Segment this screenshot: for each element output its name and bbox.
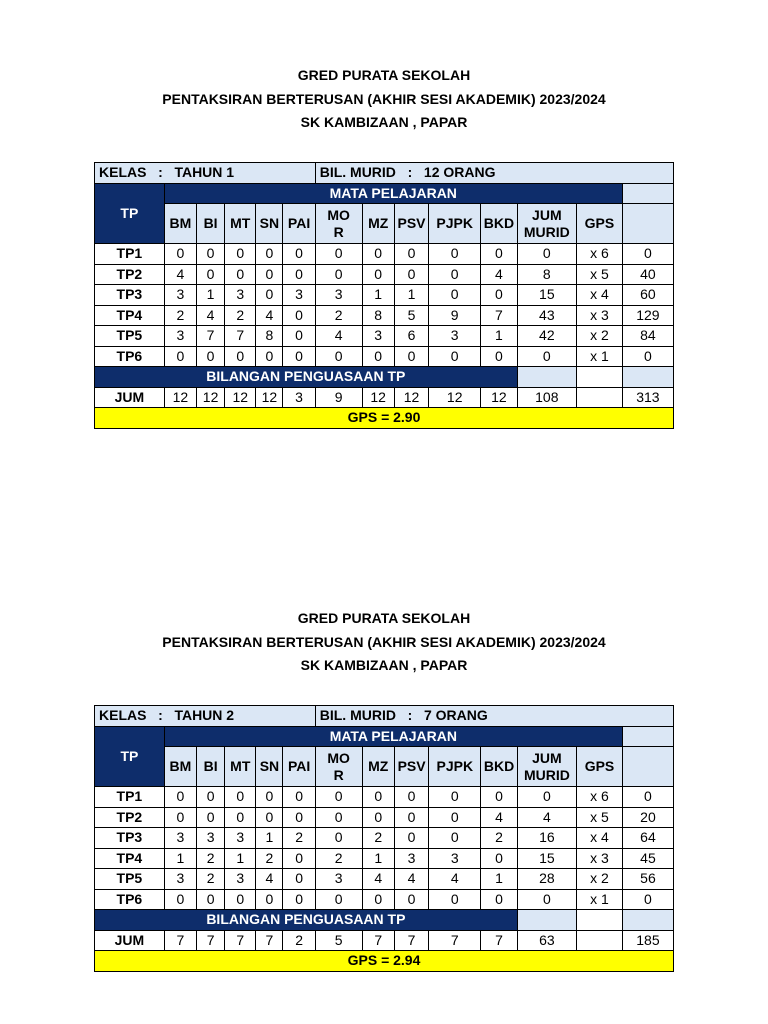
jum-value-cell: 7 bbox=[197, 930, 225, 951]
value-cell: 0 bbox=[362, 264, 394, 285]
value-cell: 0 bbox=[256, 244, 283, 265]
value-cell: 0 bbox=[315, 264, 362, 285]
jum-value-cell: 12 bbox=[197, 387, 225, 408]
tp-header: TP bbox=[95, 183, 165, 244]
value-cell: 0 bbox=[429, 244, 481, 265]
tp-label: TP1 bbox=[95, 244, 165, 265]
score-cell: 40 bbox=[622, 264, 673, 285]
value-cell: 0 bbox=[197, 346, 225, 367]
value-cell: 3 bbox=[429, 326, 481, 347]
jum-value-cell: 7 bbox=[164, 930, 196, 951]
subject-header: BI bbox=[197, 204, 225, 244]
jum-value-cell: 12 bbox=[362, 387, 394, 408]
jum-murid-cell: 43 bbox=[517, 305, 576, 326]
value-cell: 2 bbox=[256, 848, 283, 869]
tp-label: TP6 bbox=[95, 346, 165, 367]
blank-cell bbox=[577, 367, 623, 388]
score-cell: 45 bbox=[622, 848, 673, 869]
school-name: SK KAMBIZAAN , PAPAR bbox=[300, 114, 468, 130]
value-cell: 0 bbox=[362, 807, 394, 828]
multiplier-cell: x 6 bbox=[577, 244, 623, 265]
subject-header: BKD bbox=[481, 747, 517, 787]
gps-header: GPS bbox=[577, 747, 623, 787]
value-cell: 3 bbox=[225, 828, 256, 849]
value-cell: 0 bbox=[481, 346, 517, 367]
value-cell: 5 bbox=[394, 305, 428, 326]
value-cell: 0 bbox=[225, 787, 256, 808]
bil-murid-label: BIL. MURID : 12 ORANG bbox=[315, 163, 673, 184]
value-cell: 0 bbox=[429, 828, 481, 849]
value-cell: 2 bbox=[197, 869, 225, 890]
value-cell: 2 bbox=[225, 305, 256, 326]
multiplier-cell: x 5 bbox=[577, 264, 623, 285]
jum-label: JUM bbox=[95, 387, 165, 408]
value-cell: 0 bbox=[394, 264, 428, 285]
value-cell: 2 bbox=[164, 305, 196, 326]
subject-header: MO R bbox=[315, 204, 362, 244]
jum-value-cell: 7 bbox=[429, 930, 481, 951]
value-cell: 3 bbox=[394, 848, 428, 869]
value-cell: 0 bbox=[429, 889, 481, 910]
value-cell: 0 bbox=[315, 807, 362, 828]
jum-value-cell: 7 bbox=[362, 930, 394, 951]
score-cell: 0 bbox=[622, 346, 673, 367]
subject-header: PJPK bbox=[429, 204, 481, 244]
jum-score-cell: 185 bbox=[622, 930, 673, 951]
report-title: GRED PURATA SEKOLAH bbox=[297, 67, 471, 83]
multiplier-cell: x 4 bbox=[577, 828, 623, 849]
jum-murid-cell: 15 bbox=[517, 848, 576, 869]
value-cell: 1 bbox=[362, 285, 394, 306]
value-cell: 0 bbox=[197, 787, 225, 808]
value-cell: 0 bbox=[225, 244, 256, 265]
school-name: SK KAMBIZAAN , PAPAR bbox=[300, 657, 468, 673]
tp-label: TP4 bbox=[95, 848, 165, 869]
value-cell: 0 bbox=[315, 787, 362, 808]
jum-murid-cell: 0 bbox=[517, 244, 576, 265]
value-cell: 1 bbox=[225, 848, 256, 869]
multiplier-cell: x 1 bbox=[577, 889, 623, 910]
multiplier-cell: x 2 bbox=[577, 869, 623, 890]
jum-value-cell: 2 bbox=[283, 930, 315, 951]
jum-total-cell: 108 bbox=[517, 387, 576, 408]
jum-murid-cell: 0 bbox=[517, 889, 576, 910]
report-titles bbox=[0, 607, 768, 678]
score-cell: 56 bbox=[622, 869, 673, 890]
value-cell: 2 bbox=[197, 848, 225, 869]
value-cell: 3 bbox=[315, 285, 362, 306]
value-cell: 0 bbox=[164, 807, 196, 828]
value-cell: 2 bbox=[315, 848, 362, 869]
subject-header: BKD bbox=[481, 204, 517, 244]
value-cell: 3 bbox=[225, 869, 256, 890]
jum-murid-cell: 28 bbox=[517, 869, 576, 890]
blank-cell bbox=[577, 387, 623, 408]
value-cell: 0 bbox=[362, 346, 394, 367]
value-cell: 7 bbox=[225, 326, 256, 347]
value-cell: 0 bbox=[315, 889, 362, 910]
value-cell: 1 bbox=[256, 828, 283, 849]
bilangan-penguasaan-header: BILANGAN PENGUASAAN TP bbox=[95, 367, 518, 388]
value-cell: 4 bbox=[481, 264, 517, 285]
value-cell: 0 bbox=[394, 828, 428, 849]
report-subtitle: PENTAKSIRAN BERTERUSAN (AKHIR SESI AKADEMIK) 2023/2024 bbox=[162, 633, 606, 650]
jum-value-cell: 7 bbox=[225, 930, 256, 951]
value-cell: 0 bbox=[429, 787, 481, 808]
jum-value-cell: 12 bbox=[394, 387, 428, 408]
subject-header: BM bbox=[164, 747, 196, 787]
value-cell: 4 bbox=[197, 305, 225, 326]
value-cell: 0 bbox=[362, 787, 394, 808]
tp-label: TP5 bbox=[95, 869, 165, 890]
tp-label: TP2 bbox=[95, 264, 165, 285]
table-row bbox=[95, 346, 674, 367]
jum-murid-header: JUM MURID bbox=[517, 747, 576, 787]
score-cell: 60 bbox=[622, 285, 673, 306]
value-cell: 0 bbox=[256, 807, 283, 828]
value-cell: 0 bbox=[225, 264, 256, 285]
value-cell: 1 bbox=[164, 848, 196, 869]
value-cell: 3 bbox=[429, 848, 481, 869]
value-cell: 0 bbox=[256, 787, 283, 808]
jum-murid-cell: 0 bbox=[517, 787, 576, 808]
jum-value-cell: 3 bbox=[283, 387, 315, 408]
multiplier-cell: x 6 bbox=[577, 787, 623, 808]
value-cell: 3 bbox=[164, 285, 196, 306]
multiplier-cell: x 2 bbox=[577, 326, 623, 347]
jum-murid-cell: 42 bbox=[517, 326, 576, 347]
value-cell: 0 bbox=[225, 807, 256, 828]
blank-cell bbox=[622, 747, 673, 787]
value-cell: 4 bbox=[315, 326, 362, 347]
value-cell: 0 bbox=[481, 848, 517, 869]
value-cell: 0 bbox=[256, 264, 283, 285]
value-cell: 3 bbox=[362, 326, 394, 347]
subject-header: SN bbox=[256, 204, 283, 244]
jum-murid-header: JUM MURID bbox=[517, 204, 576, 244]
jum-value-cell: 9 bbox=[315, 387, 362, 408]
subject-header: PJPK bbox=[429, 747, 481, 787]
value-cell: 1 bbox=[394, 285, 428, 306]
value-cell: 0 bbox=[164, 244, 196, 265]
value-cell: 4 bbox=[362, 869, 394, 890]
value-cell: 0 bbox=[283, 326, 315, 347]
jum-value-cell: 12 bbox=[429, 387, 481, 408]
jum-value-cell: 12 bbox=[225, 387, 256, 408]
tp-label: TP6 bbox=[95, 889, 165, 910]
value-cell: 0 bbox=[256, 346, 283, 367]
mata-pelajaran-header: MATA PELAJARAN bbox=[164, 726, 622, 747]
value-cell: 1 bbox=[362, 848, 394, 869]
gps-table bbox=[94, 162, 674, 429]
gps-result: GPS = 2.94 bbox=[95, 951, 674, 972]
value-cell: 0 bbox=[164, 889, 196, 910]
subject-header: PAI bbox=[283, 204, 315, 244]
value-cell: 4 bbox=[429, 869, 481, 890]
table-row bbox=[95, 305, 674, 326]
score-cell: 0 bbox=[622, 244, 673, 265]
value-cell: 4 bbox=[256, 869, 283, 890]
tp-label: TP3 bbox=[95, 828, 165, 849]
value-cell: 3 bbox=[315, 869, 362, 890]
value-cell: 4 bbox=[256, 305, 283, 326]
table-row bbox=[95, 869, 674, 890]
report-titles bbox=[0, 64, 768, 135]
value-cell: 0 bbox=[394, 787, 428, 808]
subject-header: BI bbox=[197, 747, 225, 787]
score-cell: 20 bbox=[622, 807, 673, 828]
score-cell: 0 bbox=[622, 889, 673, 910]
score-cell: 0 bbox=[622, 787, 673, 808]
value-cell: 0 bbox=[481, 889, 517, 910]
tp-label: TP2 bbox=[95, 807, 165, 828]
value-cell: 0 bbox=[197, 807, 225, 828]
value-cell: 9 bbox=[429, 305, 481, 326]
value-cell: 0 bbox=[283, 848, 315, 869]
jum-murid-cell: 8 bbox=[517, 264, 576, 285]
jum-label: JUM bbox=[95, 930, 165, 951]
jum-score-cell: 313 bbox=[622, 387, 673, 408]
tp-label: TP5 bbox=[95, 326, 165, 347]
value-cell: 3 bbox=[197, 828, 225, 849]
jum-murid-cell: 15 bbox=[517, 285, 576, 306]
subject-header: PAI bbox=[283, 747, 315, 787]
value-cell: 0 bbox=[225, 346, 256, 367]
value-cell: 2 bbox=[481, 828, 517, 849]
blank-cell bbox=[577, 930, 623, 951]
mata-pelajaran-header: MATA PELAJARAN bbox=[164, 183, 622, 204]
value-cell: 4 bbox=[394, 869, 428, 890]
tp-label: TP4 bbox=[95, 305, 165, 326]
bil-murid-label: BIL. MURID : 7 ORANG bbox=[315, 706, 673, 727]
table-row bbox=[95, 787, 674, 808]
value-cell: 0 bbox=[394, 346, 428, 367]
table-row bbox=[95, 285, 674, 306]
table-row bbox=[95, 828, 674, 849]
value-cell: 0 bbox=[315, 244, 362, 265]
score-cell: 64 bbox=[622, 828, 673, 849]
gps-result: GPS = 2.90 bbox=[95, 408, 674, 429]
value-cell: 0 bbox=[197, 264, 225, 285]
value-cell: 0 bbox=[283, 244, 315, 265]
value-cell: 0 bbox=[283, 869, 315, 890]
value-cell: 0 bbox=[283, 889, 315, 910]
value-cell: 0 bbox=[429, 285, 481, 306]
value-cell: 2 bbox=[315, 305, 362, 326]
multiplier-cell: x 3 bbox=[577, 848, 623, 869]
value-cell: 0 bbox=[197, 244, 225, 265]
score-cell: 84 bbox=[622, 326, 673, 347]
value-cell: 0 bbox=[283, 264, 315, 285]
table-row bbox=[95, 326, 674, 347]
value-cell: 0 bbox=[481, 787, 517, 808]
subject-header: PSV bbox=[394, 204, 428, 244]
subject-header: PSV bbox=[394, 747, 428, 787]
subject-header: MT bbox=[225, 747, 256, 787]
subject-header: BM bbox=[164, 204, 196, 244]
subject-header: MZ bbox=[362, 204, 394, 244]
blank-cell bbox=[622, 183, 673, 204]
value-cell: 0 bbox=[225, 889, 256, 910]
tp-label: TP3 bbox=[95, 285, 165, 306]
value-cell: 0 bbox=[283, 787, 315, 808]
multiplier-cell: x 5 bbox=[577, 807, 623, 828]
jum-value-cell: 7 bbox=[256, 930, 283, 951]
gps-header: GPS bbox=[577, 204, 623, 244]
value-cell: 4 bbox=[481, 807, 517, 828]
value-cell: 2 bbox=[283, 828, 315, 849]
value-cell: 3 bbox=[164, 326, 196, 347]
value-cell: 0 bbox=[429, 807, 481, 828]
value-cell: 0 bbox=[362, 889, 394, 910]
table-row bbox=[95, 889, 674, 910]
value-cell: 0 bbox=[315, 828, 362, 849]
value-cell: 8 bbox=[256, 326, 283, 347]
tp-label: TP1 bbox=[95, 787, 165, 808]
value-cell: 0 bbox=[394, 889, 428, 910]
jum-murid-cell: 4 bbox=[517, 807, 576, 828]
value-cell: 8 bbox=[362, 305, 394, 326]
subject-header: MZ bbox=[362, 747, 394, 787]
value-cell: 7 bbox=[197, 326, 225, 347]
value-cell: 0 bbox=[197, 889, 225, 910]
blank-cell bbox=[622, 367, 673, 388]
jum-total-cell: 63 bbox=[517, 930, 576, 951]
value-cell: 1 bbox=[197, 285, 225, 306]
value-cell: 0 bbox=[481, 244, 517, 265]
value-cell: 0 bbox=[256, 285, 283, 306]
blank-cell bbox=[577, 910, 623, 931]
blank-cell bbox=[517, 910, 576, 931]
jum-murid-cell: 16 bbox=[517, 828, 576, 849]
value-cell: 0 bbox=[315, 346, 362, 367]
value-cell: 0 bbox=[362, 244, 394, 265]
blank-cell bbox=[622, 910, 673, 931]
multiplier-cell: x 4 bbox=[577, 285, 623, 306]
blank-cell bbox=[622, 726, 673, 747]
multiplier-cell: x 3 bbox=[577, 305, 623, 326]
blank-cell bbox=[517, 367, 576, 388]
tp-header: TP bbox=[95, 726, 165, 787]
kelas-label: KELAS : TAHUN 2 bbox=[95, 706, 316, 727]
value-cell: 3 bbox=[164, 869, 196, 890]
table-row bbox=[95, 807, 674, 828]
jum-murid-cell: 0 bbox=[517, 346, 576, 367]
value-cell: 0 bbox=[283, 807, 315, 828]
value-cell: 3 bbox=[283, 285, 315, 306]
gps-table bbox=[94, 705, 674, 972]
table-row bbox=[95, 244, 674, 265]
value-cell: 0 bbox=[283, 346, 315, 367]
value-cell: 0 bbox=[429, 264, 481, 285]
value-cell: 0 bbox=[256, 889, 283, 910]
value-cell: 0 bbox=[394, 244, 428, 265]
jum-value-cell: 12 bbox=[481, 387, 517, 408]
value-cell: 0 bbox=[394, 807, 428, 828]
table-row bbox=[95, 264, 674, 285]
value-cell: 0 bbox=[481, 285, 517, 306]
value-cell: 4 bbox=[164, 264, 196, 285]
subject-header: MT bbox=[225, 204, 256, 244]
value-cell: 1 bbox=[481, 869, 517, 890]
value-cell: 7 bbox=[481, 305, 517, 326]
value-cell: 2 bbox=[362, 828, 394, 849]
jum-value-cell: 5 bbox=[315, 930, 362, 951]
value-cell: 0 bbox=[164, 346, 196, 367]
value-cell: 0 bbox=[429, 346, 481, 367]
value-cell: 0 bbox=[164, 787, 196, 808]
value-cell: 0 bbox=[283, 305, 315, 326]
table-row bbox=[95, 848, 674, 869]
subject-header: MO R bbox=[315, 747, 362, 787]
subject-header: SN bbox=[256, 747, 283, 787]
report-subtitle: PENTAKSIRAN BERTERUSAN (AKHIR SESI AKADEMIK) 2023/2024 bbox=[162, 90, 606, 107]
value-cell: 3 bbox=[164, 828, 196, 849]
multiplier-cell: x 1 bbox=[577, 346, 623, 367]
kelas-label: KELAS : TAHUN 1 bbox=[95, 163, 316, 184]
value-cell: 3 bbox=[225, 285, 256, 306]
jum-value-cell: 12 bbox=[256, 387, 283, 408]
report-title: GRED PURATA SEKOLAH bbox=[297, 610, 471, 626]
value-cell: 1 bbox=[481, 326, 517, 347]
blank-cell bbox=[622, 204, 673, 244]
value-cell: 6 bbox=[394, 326, 428, 347]
jum-value-cell: 12 bbox=[164, 387, 196, 408]
bilangan-penguasaan-header: BILANGAN PENGUASAAN TP bbox=[95, 910, 518, 931]
score-cell: 129 bbox=[622, 305, 673, 326]
jum-value-cell: 7 bbox=[481, 930, 517, 951]
jum-value-cell: 7 bbox=[394, 930, 428, 951]
